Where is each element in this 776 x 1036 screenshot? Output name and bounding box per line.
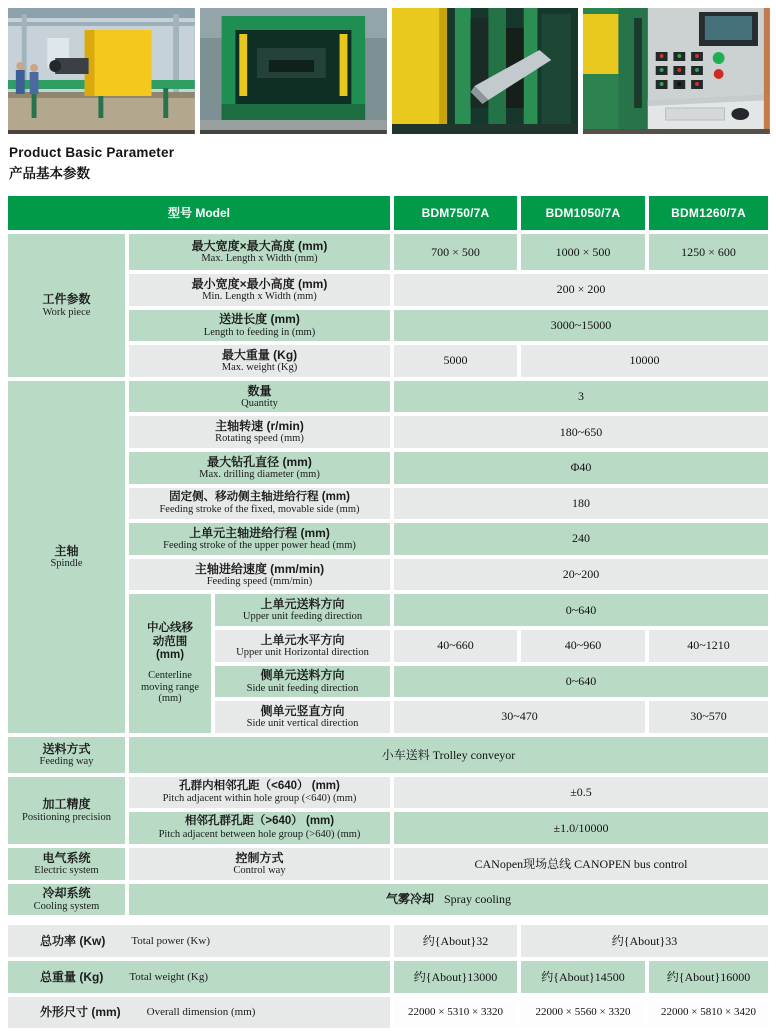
value-text: 0~640 bbox=[565, 602, 597, 617]
value-cooling-cn: 气雾冷却 bbox=[385, 892, 434, 907]
value-total-weight-bdm750 bbox=[394, 961, 517, 993]
param-upper-feed-dir bbox=[215, 594, 390, 626]
value-feed-length bbox=[394, 310, 768, 342]
group-feeding-way-en: Feeding way bbox=[39, 755, 94, 767]
centerline-en-line: moving range bbox=[140, 681, 200, 693]
param-cn: 上单元水平方向 bbox=[260, 632, 345, 647]
value-max-size-bdm750 bbox=[394, 234, 517, 270]
value-drilling-diameter bbox=[394, 452, 768, 484]
param-cn: 数量 bbox=[247, 383, 272, 398]
value-min-size bbox=[394, 274, 768, 306]
group-workpiece bbox=[8, 234, 125, 377]
value-total-power-others bbox=[521, 925, 768, 957]
param-en: Feeding stroke of the fixed, movable side (mm) bbox=[159, 504, 360, 516]
value-dimension-bdm1260 bbox=[649, 997, 768, 1029]
value-dimension-bdm750 bbox=[394, 997, 517, 1029]
param-cn: 侧单元竖直方向 bbox=[260, 703, 345, 718]
value-pitch-within bbox=[394, 777, 768, 809]
group-spindle bbox=[8, 381, 125, 733]
group-electric-en: Electric system bbox=[34, 864, 99, 876]
model-name: BDM1050/7A bbox=[545, 206, 621, 220]
machine-photo-1 bbox=[8, 8, 195, 134]
value-text: 240 bbox=[572, 531, 590, 546]
param-en: Upper unit feeding direction bbox=[242, 611, 363, 623]
value-text: 5000 bbox=[443, 353, 468, 368]
value-text: 40~660 bbox=[437, 638, 474, 653]
header-model-bdm1050 bbox=[521, 196, 645, 230]
param-en: Max. drilling diameter (mm) bbox=[199, 468, 320, 480]
centerline-en-line: (mm) bbox=[158, 693, 182, 705]
value-text: 22000 × 5810 × 3420 bbox=[661, 1006, 756, 1019]
value-max-weight-others bbox=[521, 345, 768, 377]
value-text: ±1.0/10000 bbox=[553, 820, 609, 835]
header-model-bdm750 bbox=[394, 196, 517, 230]
group-precision-en: Positioning precision bbox=[22, 811, 111, 823]
spec-table bbox=[8, 196, 768, 1028]
group-centerline bbox=[129, 594, 211, 732]
value-text: 180 bbox=[572, 495, 590, 510]
group-cooling-en: Cooling system bbox=[33, 900, 100, 912]
value-upper-horizontal-bdm1260 bbox=[649, 630, 768, 662]
param-upper-horizontal bbox=[215, 630, 390, 662]
group-feeding-way bbox=[8, 737, 125, 773]
summary-total-weight-label bbox=[8, 961, 390, 993]
param-control-way bbox=[129, 848, 390, 880]
param-cn: 孔群内相邻孔距（<640） (mm) bbox=[179, 779, 340, 792]
value-text: 700 × 500 bbox=[431, 244, 480, 259]
param-max-weight bbox=[129, 345, 390, 377]
group-feeding-way-cn: 送料方式 bbox=[42, 741, 91, 756]
value-max-weight-bdm750 bbox=[394, 345, 517, 377]
value-cooling bbox=[129, 884, 768, 916]
centerline-cn-line: 动范围 bbox=[152, 635, 188, 648]
param-cn: 主轴转速 (r/min) bbox=[215, 419, 304, 434]
param-side-vertical bbox=[215, 701, 390, 733]
group-cooling-cn: 冷却系统 bbox=[42, 886, 91, 901]
param-en: Quantity bbox=[241, 397, 278, 409]
param-feed-speed bbox=[129, 559, 390, 591]
param-cn: 最小宽度×最小高度 (mm) bbox=[191, 276, 328, 291]
param-en: Length to feeding in (mm) bbox=[203, 326, 316, 338]
value-quantity bbox=[394, 381, 768, 413]
value-side-vertical-2 bbox=[649, 701, 768, 733]
model-name: BDM750/7A bbox=[421, 206, 490, 220]
summary-dimension-label bbox=[8, 997, 390, 1029]
param-en: Min. Length x Width (mm) bbox=[202, 291, 317, 302]
value-text: 20~200 bbox=[562, 567, 600, 582]
param-en: Max. Length x Width (mm) bbox=[201, 253, 318, 265]
param-cn: 固定侧、移动侧主轴进给行程 (mm) bbox=[169, 490, 350, 503]
value-text: 10000 bbox=[629, 353, 660, 368]
value-max-size-bdm1050 bbox=[521, 234, 645, 270]
section-title bbox=[9, 145, 174, 182]
group-precision bbox=[8, 777, 125, 844]
value-upper-stroke bbox=[394, 523, 768, 555]
page-title-en: Product Basic Parameter bbox=[9, 145, 175, 160]
param-en: Side unit vertical direction bbox=[246, 718, 359, 730]
param-en: Rotating speed (mm) bbox=[215, 433, 304, 445]
value-text: 约{About}32 bbox=[422, 934, 489, 949]
param-cn: 相邻孔群孔距（>640） (mm) bbox=[184, 815, 335, 828]
value-text: 0~640 bbox=[565, 673, 597, 688]
header-model-bdm1260 bbox=[649, 196, 768, 230]
param-fixed-stroke bbox=[129, 488, 390, 520]
value-total-weight-bdm1260 bbox=[649, 961, 768, 993]
value-upper-horizontal-bdm750 bbox=[394, 630, 517, 662]
summary-label-cn: 总重量 (Kg) bbox=[40, 969, 104, 984]
value-side-vertical-1 bbox=[394, 701, 645, 733]
value-pitch-between bbox=[394, 812, 768, 844]
value-dimension-bdm1050 bbox=[521, 997, 645, 1029]
param-quantity bbox=[129, 381, 390, 413]
value-text: 1250 × 600 bbox=[681, 244, 736, 259]
model-name: BDM1260/7A bbox=[671, 206, 746, 220]
value-upper-horizontal-bdm1050 bbox=[521, 630, 645, 662]
value-feeding-way bbox=[129, 737, 768, 773]
param-cn: 上单元主轴进给行程 (mm) bbox=[189, 526, 330, 540]
value-text: 40~960 bbox=[564, 638, 602, 653]
machine-photo-2 bbox=[200, 8, 387, 134]
param-en: Pitch adjacent between hole group (>640) (mm) bbox=[158, 829, 361, 841]
value-side-feed-dir bbox=[394, 666, 768, 698]
value-text: CANopen现场总线 CANOPEN bus control bbox=[474, 857, 688, 872]
value-text: 小车送料 Trolley conveyor bbox=[381, 748, 516, 763]
param-side-feed-dir bbox=[215, 666, 390, 698]
summary-label-en: Overall dimension (mm) bbox=[146, 1006, 256, 1019]
group-workpiece-cn: 工件参数 bbox=[42, 292, 91, 307]
machine-photo-2-image bbox=[200, 8, 387, 134]
param-upper-stroke bbox=[129, 523, 390, 555]
group-cooling bbox=[8, 884, 125, 916]
param-pitch-between bbox=[129, 812, 390, 844]
centerline-cn-line: (mm) bbox=[155, 649, 185, 662]
value-total-power-bdm750 bbox=[394, 925, 517, 957]
value-rotating-speed bbox=[394, 416, 768, 448]
value-text: 200 × 200 bbox=[556, 282, 606, 297]
value-text: 22000 × 5310 × 3320 bbox=[408, 1006, 503, 1019]
param-cn: 主轴进给速度 (mm/min) bbox=[194, 561, 325, 576]
param-feed-length bbox=[129, 310, 390, 342]
page-title-cn: 产品基本参数 bbox=[9, 166, 90, 181]
value-text: 1000 × 500 bbox=[555, 244, 611, 259]
value-feed-speed bbox=[394, 559, 768, 591]
value-text: 约{About}13000 bbox=[413, 970, 498, 985]
param-max-size bbox=[129, 234, 390, 270]
value-text: 30~570 bbox=[690, 709, 727, 724]
value-text: 40~1210 bbox=[687, 638, 730, 653]
value-text: 约{About}14500 bbox=[541, 970, 625, 985]
summary-label-en: Total power (Kw) bbox=[131, 934, 210, 947]
group-spindle-cn: 主轴 bbox=[54, 543, 79, 558]
summary-total-power-label bbox=[8, 925, 390, 957]
param-cn: 侧单元送料方向 bbox=[260, 668, 345, 683]
machine-photo-4-image bbox=[583, 8, 770, 134]
value-text: ±0.5 bbox=[570, 785, 592, 800]
value-control-way bbox=[394, 848, 768, 880]
group-electric bbox=[8, 848, 125, 880]
value-total-weight-bdm1050 bbox=[521, 961, 645, 993]
param-rotating-speed bbox=[129, 416, 390, 448]
group-electric-cn: 电气系统 bbox=[42, 850, 91, 865]
param-cn: 控制方式 bbox=[235, 850, 284, 865]
param-cn: 最大钻孔直径 (mm) bbox=[207, 454, 312, 469]
param-cn: 最大重量 (Kg) bbox=[221, 348, 298, 363]
param-cn: 上单元送料方向 bbox=[260, 597, 345, 612]
value-cooling-en: Spray cooling bbox=[444, 891, 511, 906]
param-en: Feeding speed (mm/min) bbox=[206, 575, 313, 587]
param-en: Side unit feeding direction bbox=[246, 682, 359, 694]
value-text: Φ40 bbox=[570, 460, 592, 475]
machine-photo-strip bbox=[8, 8, 770, 134]
header-model-label: 型号 Model bbox=[168, 205, 230, 220]
machine-photo-3-image bbox=[392, 8, 579, 134]
param-cn: 送进长度 (mm) bbox=[219, 312, 300, 327]
group-spindle-en: Spindle bbox=[50, 557, 83, 569]
summary-label-en: Total weight (Kg) bbox=[129, 970, 208, 983]
machine-photo-3 bbox=[392, 8, 579, 134]
value-max-size-bdm1260 bbox=[649, 234, 768, 270]
param-en: Feeding stroke of the upper power head (mm) bbox=[163, 540, 356, 552]
header-model bbox=[8, 196, 390, 230]
value-text: 3 bbox=[578, 389, 584, 404]
value-text: 22000 × 5560 × 3320 bbox=[535, 1006, 631, 1019]
param-en: Upper unit Horizontal direction bbox=[236, 646, 369, 658]
value-text: 3000~15000 bbox=[550, 317, 612, 332]
param-min-size bbox=[129, 274, 390, 306]
param-drilling-diameter bbox=[129, 452, 390, 484]
group-precision-cn: 加工精度 bbox=[42, 797, 91, 812]
value-text: 30~470 bbox=[501, 709, 538, 724]
summary-label-cn: 总功率 (Kw) bbox=[40, 933, 106, 948]
centerline-en-line: Centerline bbox=[148, 669, 192, 681]
value-fixed-stroke bbox=[394, 488, 768, 520]
param-en: Max. weight (Kg) bbox=[221, 362, 298, 374]
value-upper-feed-dir bbox=[394, 594, 768, 626]
value-text: 约{About}33 bbox=[611, 934, 678, 949]
value-text: 约{About}16000 bbox=[666, 970, 751, 985]
value-text: 180~650 bbox=[559, 424, 603, 439]
machine-photo-1-image bbox=[8, 8, 195, 134]
param-pitch-within bbox=[129, 777, 390, 809]
param-en: Pitch adjacent within hole group (<640) (mm) bbox=[162, 793, 357, 805]
group-workpiece-en: Work piece bbox=[42, 306, 91, 318]
summary-label-cn: 外形尺寸 (mm) bbox=[40, 1005, 121, 1020]
centerline-cn-line: 中心线移 bbox=[147, 622, 193, 635]
param-en: Control way bbox=[233, 864, 286, 876]
machine-photo-4 bbox=[583, 8, 770, 134]
param-cn: 最大宽度×最大高度 (mm) bbox=[191, 239, 328, 254]
